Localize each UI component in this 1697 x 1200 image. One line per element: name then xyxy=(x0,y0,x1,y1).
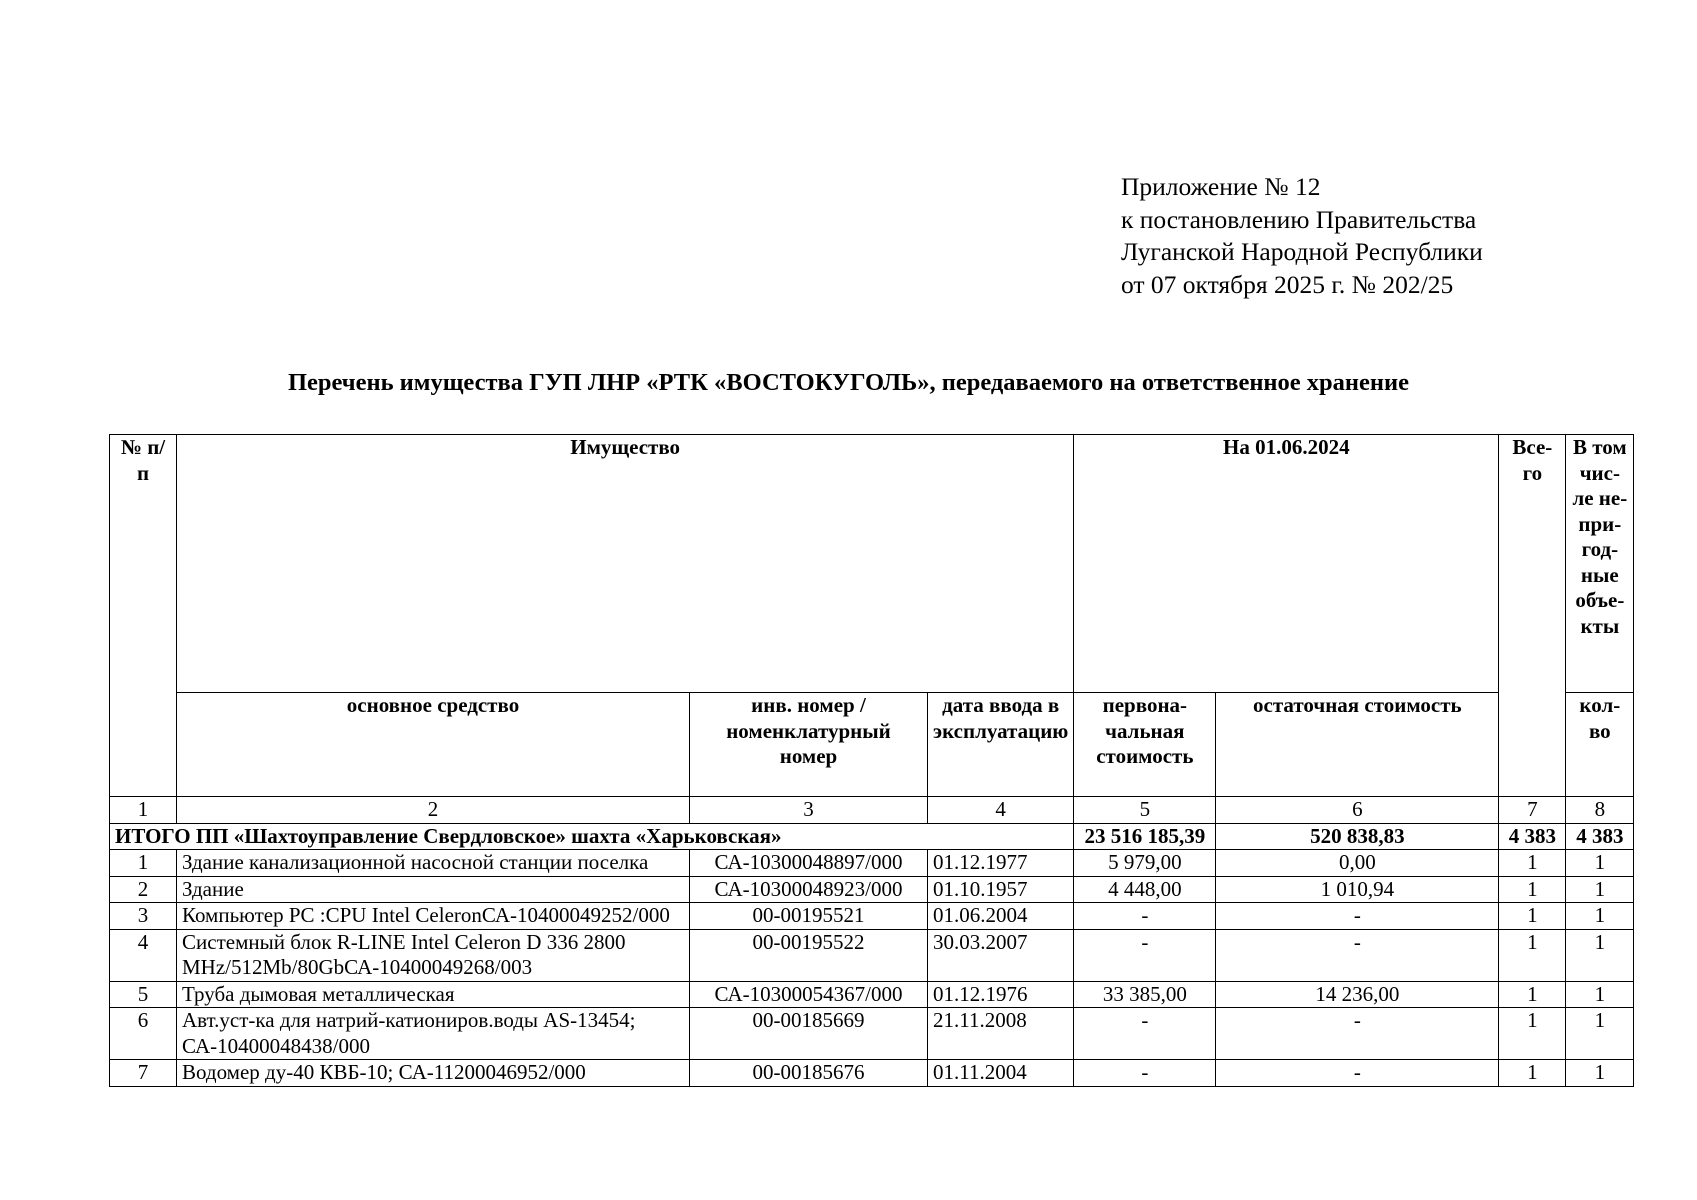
asset-name: Водомер ду-40 КВБ-10; СА-11200046952/000 xyxy=(177,1060,690,1087)
total-label: ИТОГО ПП «Шахтоуправление Свердловское» шахта «Харьковская» xyxy=(110,823,1074,850)
initial-cost: 4 448,00 xyxy=(1074,876,1216,903)
residual-cost: - xyxy=(1216,1060,1499,1087)
column-number: 1 xyxy=(110,797,177,824)
total-residual-cost: 520 838,83 xyxy=(1216,823,1499,850)
total-count: 1 xyxy=(1499,981,1566,1008)
row-number: 1 xyxy=(110,850,177,877)
document-title: Перечень имущества ГУП ЛНР «РТК «ВОСТОКУГОЛЬ», передаваемого на ответственное хранение xyxy=(287,369,1410,396)
total-count: 1 xyxy=(1499,903,1566,930)
commission-date: 01.11.2004 xyxy=(928,1060,1074,1087)
header-asset: основное средство xyxy=(177,693,690,797)
inventory-number: СА-10300054367/000 xyxy=(690,981,928,1008)
header-total: Все-го xyxy=(1499,435,1566,797)
row-number: 4 xyxy=(110,929,177,981)
initial-cost: - xyxy=(1074,1008,1216,1060)
asset-name: Авт.уст-ка для натрий-катиониров.воды AS-13454; СА-10400048438/000 xyxy=(177,1008,690,1060)
total-unfit-count: 4 383 xyxy=(1566,823,1634,850)
annex-republic: Луганской Народной Республики xyxy=(1121,237,1483,266)
header-property: Имущество xyxy=(177,435,1074,693)
annex-date: от 07 октября 2025 г. № 202/25 xyxy=(1121,269,1454,299)
unfit-count: 1 xyxy=(1566,929,1634,981)
asset-name: Системный блок R-LINE Intel Celeron D 336 2800 MHz/512Mb/80GbСА-10400049268/003 xyxy=(177,929,690,981)
header-commission-date: дата ввода в эксплуатацию xyxy=(928,693,1074,797)
residual-cost: - xyxy=(1216,903,1499,930)
inventory-number: 00-00195522 xyxy=(690,929,928,981)
row-number: 7 xyxy=(110,1060,177,1087)
commission-date: 01.12.1976 xyxy=(928,981,1074,1008)
unfit-count: 1 xyxy=(1566,876,1634,903)
initial-cost: - xyxy=(1074,929,1216,981)
row-number: 5 xyxy=(110,981,177,1008)
column-number: 7 xyxy=(1499,797,1566,824)
asset-name: Компьютер PC :CPU Intel CeleronСА-10400049252/000 xyxy=(177,903,690,930)
column-number: 6 xyxy=(1216,797,1499,824)
column-number: 4 xyxy=(928,797,1074,824)
inventory-number: 00-00185669 xyxy=(690,1008,928,1060)
row-number: 3 xyxy=(110,903,177,930)
total-initial-cost: 23 516 185,39 xyxy=(1074,823,1216,850)
unfit-count: 1 xyxy=(1566,1008,1634,1060)
property-table xyxy=(109,434,1634,1087)
annex-resolution: к постановлению Правительства xyxy=(1121,204,1477,234)
asset-name: Труба дымовая металлическая xyxy=(177,981,690,1008)
header-num: № п/п xyxy=(110,435,177,797)
total-count: 1 xyxy=(1499,1008,1566,1060)
residual-cost: 0,00 xyxy=(1216,850,1499,877)
column-numbers-row xyxy=(110,797,1634,824)
residual-cost: - xyxy=(1216,1008,1499,1060)
header-date-group: На 01.06.2024 xyxy=(1074,435,1499,693)
residual-cost: 14 236,00 xyxy=(1216,981,1499,1008)
total-count: 1 xyxy=(1499,876,1566,903)
inventory-number: 00-00195521 xyxy=(690,903,928,930)
row-number: 6 xyxy=(110,1008,177,1060)
table-row xyxy=(110,903,1634,930)
inventory-number: 00-00185676 xyxy=(690,1060,928,1087)
total-row xyxy=(110,823,1634,850)
total-count: 4 383 xyxy=(1499,823,1566,850)
asset-name: Здание канализационной насосной станции поселка xyxy=(177,850,690,877)
table-row xyxy=(110,1060,1634,1087)
inventory-number: СА-10300048923/000 xyxy=(690,876,928,903)
commission-date: 01.12.1977 xyxy=(928,850,1074,877)
commission-date: 01.10.1957 xyxy=(928,876,1074,903)
row-number: 2 xyxy=(110,876,177,903)
header-inv: инв. номер / номенклатурный номер xyxy=(690,693,928,797)
commission-date: 30.03.2007 xyxy=(928,929,1074,981)
unfit-count: 1 xyxy=(1566,850,1634,877)
unfit-count: 1 xyxy=(1566,1060,1634,1087)
header-residual-cost: остаточная стоимость xyxy=(1216,693,1499,797)
column-number: 8 xyxy=(1566,797,1634,824)
initial-cost: 5 979,00 xyxy=(1074,850,1216,877)
column-number: 3 xyxy=(690,797,928,824)
column-number: 2 xyxy=(177,797,690,824)
asset-name: Здание xyxy=(177,876,690,903)
header-qty: кол-во xyxy=(1566,693,1634,797)
annex-number: Приложение № 12 xyxy=(1121,172,1321,201)
inventory-number: СА-10300048897/000 xyxy=(690,850,928,877)
unfit-count: 1 xyxy=(1566,981,1634,1008)
total-count: 1 xyxy=(1499,1060,1566,1087)
total-count: 1 xyxy=(1499,850,1566,877)
table-row xyxy=(110,1008,1634,1060)
table-row xyxy=(110,876,1634,903)
initial-cost: - xyxy=(1074,903,1216,930)
residual-cost: 1 010,94 xyxy=(1216,876,1499,903)
column-number: 5 xyxy=(1074,797,1216,824)
commission-date: 01.06.2004 xyxy=(928,903,1074,930)
table-row xyxy=(110,850,1634,877)
table-row xyxy=(110,981,1634,1008)
total-count: 1 xyxy=(1499,929,1566,981)
commission-date: 21.11.2008 xyxy=(928,1008,1074,1060)
initial-cost: - xyxy=(1074,1060,1216,1087)
table-row xyxy=(110,929,1634,981)
unfit-count: 1 xyxy=(1566,903,1634,930)
residual-cost: - xyxy=(1216,929,1499,981)
header-initial-cost: первона-чальная стоимость xyxy=(1074,693,1216,797)
initial-cost: 33 385,00 xyxy=(1074,981,1216,1008)
header-unfit-group: В том чис-ле не-при-год-ные объе-кты xyxy=(1566,435,1634,693)
annex-block xyxy=(1121,171,1483,301)
